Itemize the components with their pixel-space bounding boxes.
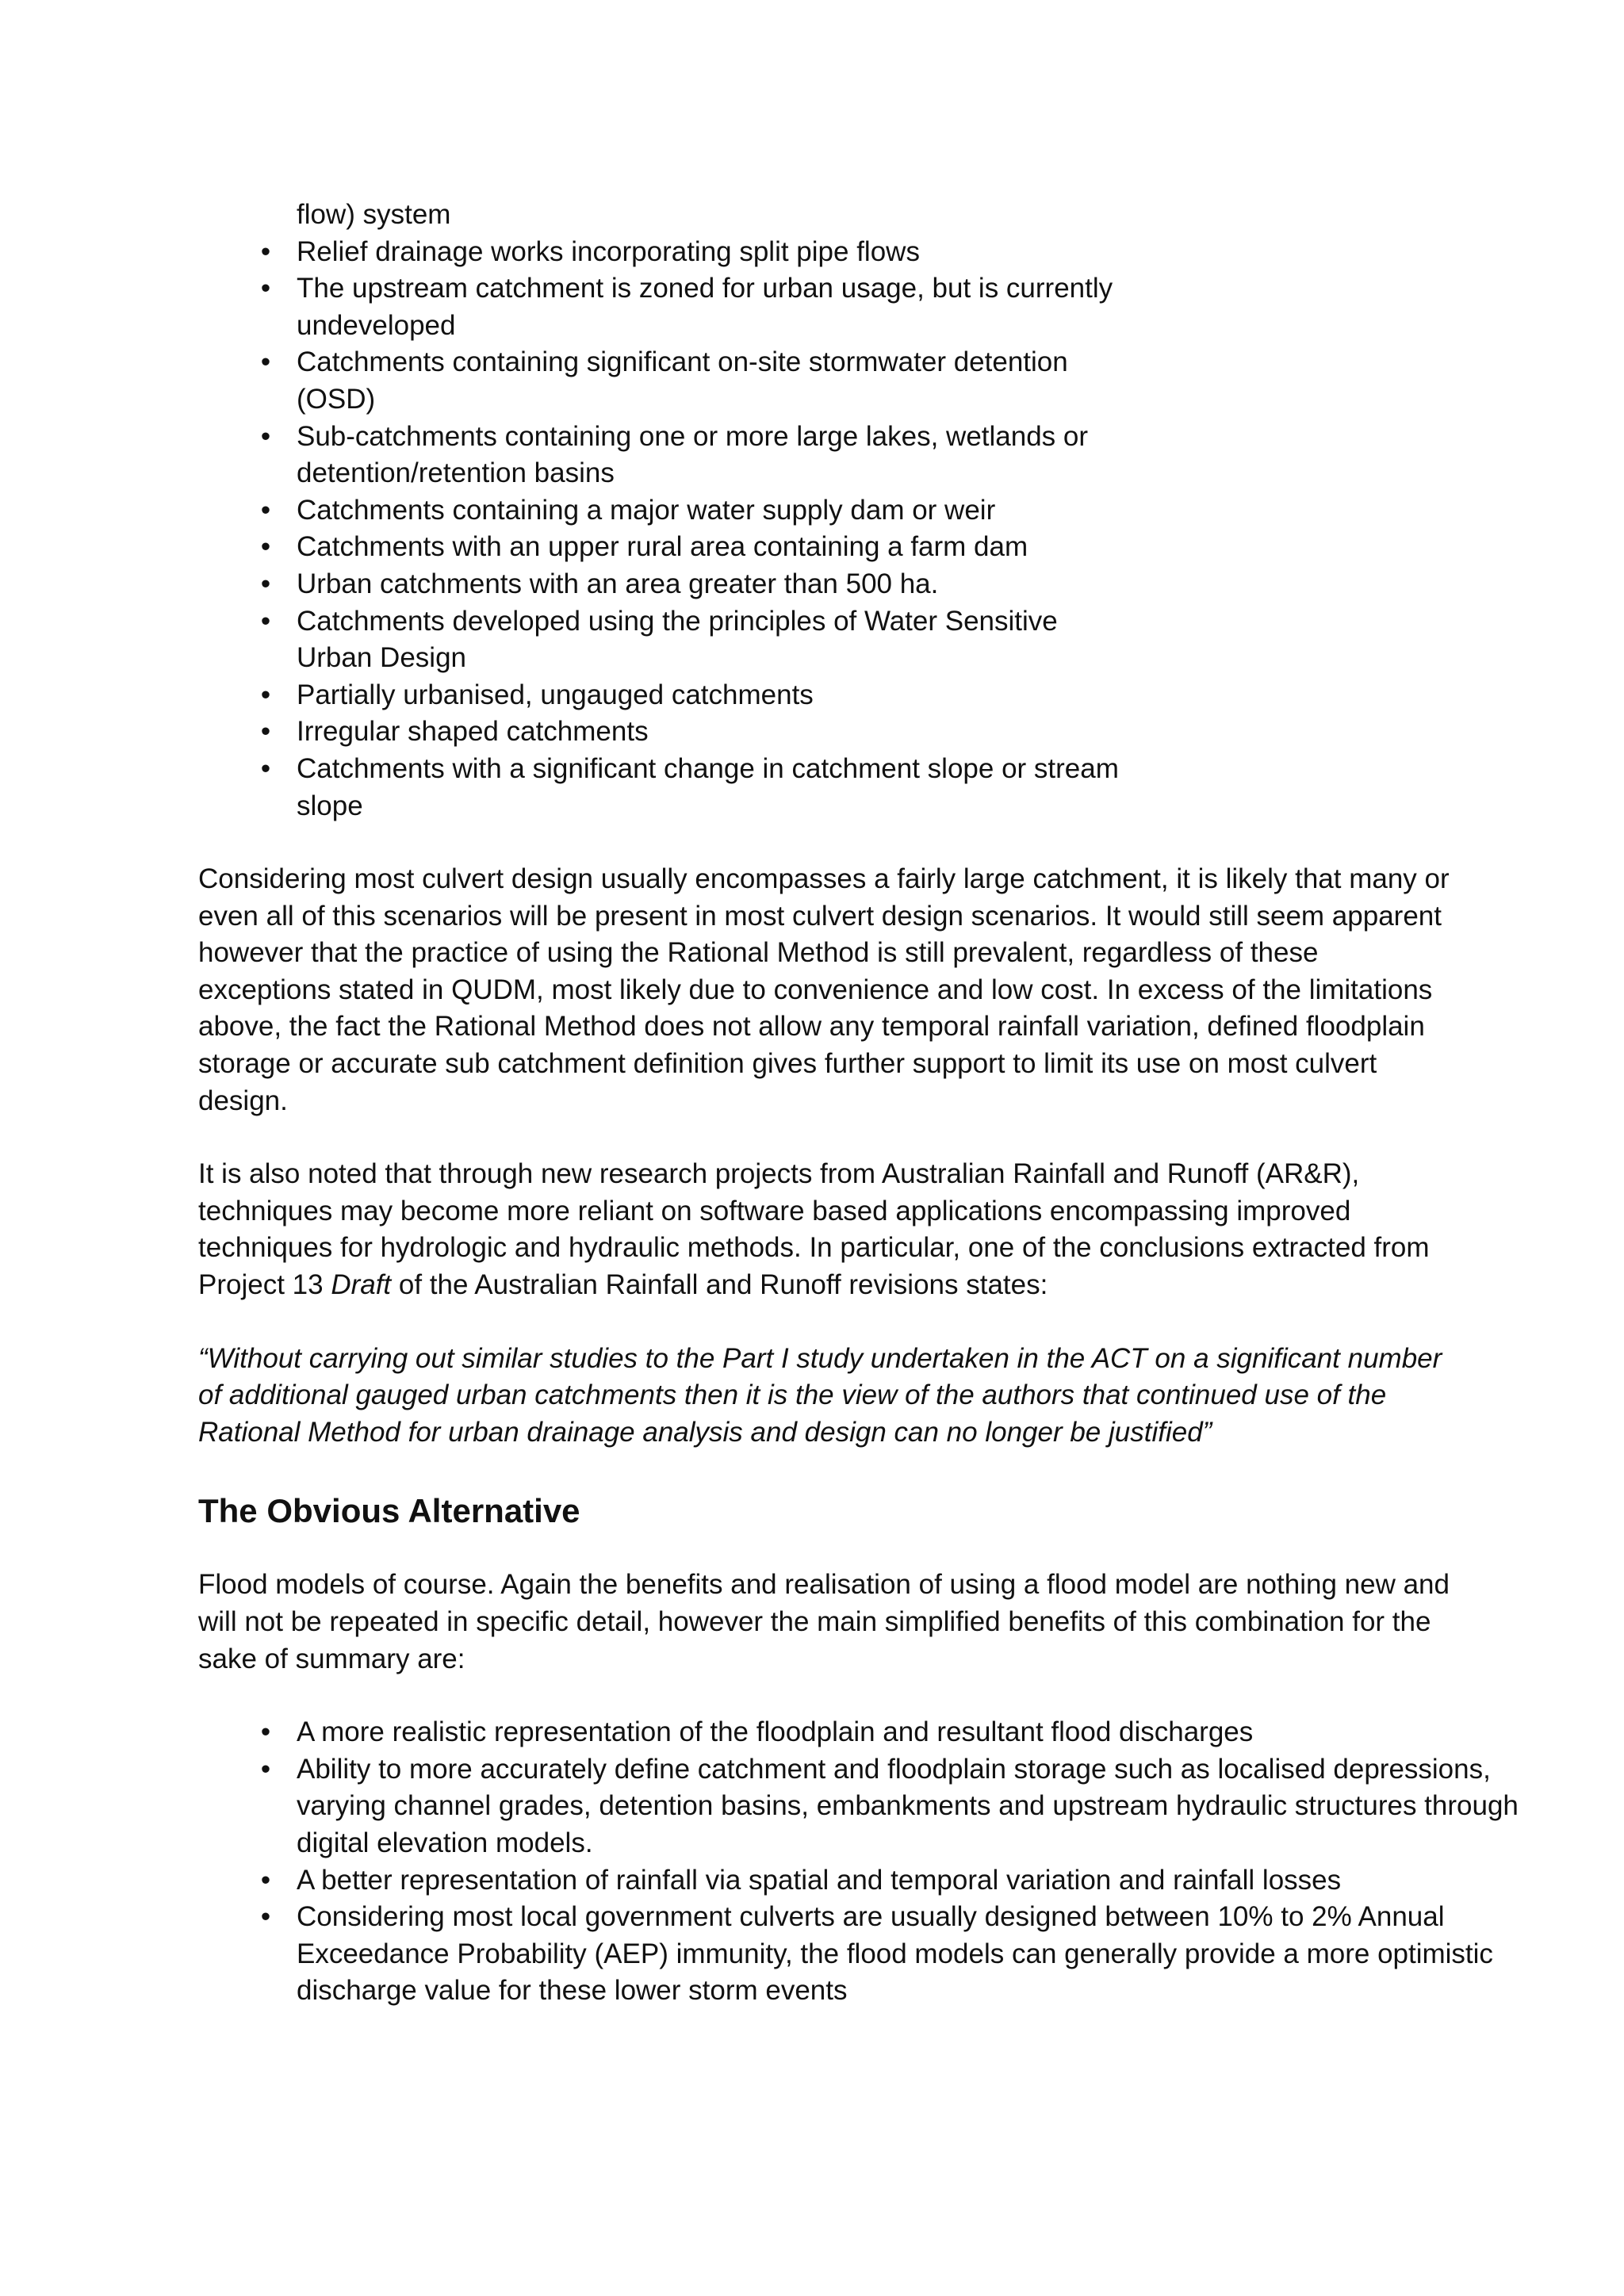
paragraph-text-before: It is also noted that through new research projects from Australian Rainfall and Runoff (AR&R), techniques may become more reliant on software based applications encompassing improved techniques for hydrologic and hydraulic methods. In particular, one of the conclusions extracted from Project 13 [198, 1158, 1430, 1301]
list-item-text: Sub-catchments containing one or more large lakes, wetlands or detention/retention basins [297, 420, 1089, 489]
paragraph-spacer [198, 1304, 1451, 1341]
bullet-icon: • [260, 1901, 271, 1933]
list-item [260, 1862, 1549, 1900]
list-item [260, 270, 1137, 344]
list-item [260, 419, 1137, 492]
list-item-text: Catchments developed using the principles of Water Sensitive Urban Design [297, 605, 1058, 674]
list-item [260, 529, 1137, 566]
list-item [260, 714, 1137, 751]
list-item [260, 492, 1137, 530]
list-item-text: The upstream catchment is zoned for urban usage, but is currently undeveloped [297, 273, 1113, 341]
list-item [260, 1899, 1549, 2010]
list-item-text: Catchments with a significant change in catchment slope or stream slope [297, 752, 1119, 821]
paragraph-italic-draft: Draft [331, 1269, 392, 1301]
bullet-icon: • [260, 346, 271, 378]
paragraph-text-after: of the Australian Rainfall and Runoff revisions states: [391, 1269, 1048, 1301]
list-item-text: Irregular shaped catchments [297, 716, 649, 748]
list-item-text: Catchments containing a major water supply dam or weir [297, 494, 996, 526]
list-item-text: Catchments containing significant on-site stormwater detention (OSD) [297, 346, 1068, 415]
list-item-text: A more realistic representation of the floodplain and resultant flood discharges [297, 1716, 1254, 1748]
bullet-icon: • [260, 752, 271, 784]
paragraph-arr-research [198, 1156, 1451, 1303]
bullet-icon: • [260, 1753, 271, 1785]
bullet-icon: • [260, 605, 271, 637]
list-item-text: Catchments with an upper rural area containing a farm dam [297, 531, 1028, 563]
list-item-text: Partially urbanised, ungauged catchments [297, 679, 814, 710]
bullet-icon: • [260, 531, 271, 563]
list-item-text: Urban catchments with an area greater than 500 ha. [297, 568, 939, 599]
paragraph-flood-models: Flood models of course. Again the benefits and realisation of using a flood model are nothing new and will not be repeated in specific detail, however the main simplified benefits of this combination for the sake of summary are: [198, 1569, 1450, 1674]
paragraph-culvert-design: Considering most culvert design usually encompasses a fairly large catchment, it is likely that many or even all of this scenarios will be present in most culvert design scenarios. It would still seem apparent however that the practice of using the Rational Method is still prevalent, regardless of these exceptions stated in QUDM, most likely due to convenience and low cost. In excess of the limitations above, the fact the Rational Method does not allow any temporal rainfall variation, defined floodplain storage or accurate sub catchment definition gives further support to limit its use on most culvert design. [198, 863, 1450, 1116]
section-heading: The Obvious Alternative [198, 1492, 580, 1530]
bullet-icon: • [260, 494, 271, 526]
bullet-icon: • [260, 679, 271, 710]
heading-spacer [198, 1532, 1451, 1567]
list-item [260, 344, 1137, 418]
paragraph-spacer [198, 1119, 1451, 1156]
list-item-text: Relief drainage works incorporating split pipe flows [297, 235, 920, 267]
bullet-icon: • [260, 420, 271, 452]
paragraph-spacer [198, 825, 1451, 861]
list-item [260, 1714, 1549, 1751]
list-item-text: Considering most local government culverts are usually designed between 10% to 2% Annual Exceedance Probability (AEP) immunity, the flood models can generally provide a more optimistic discharge value for these lower storm events [297, 1901, 1493, 2007]
list-item [260, 603, 1137, 677]
bullet-icon: • [260, 1716, 271, 1748]
list-continuation-text: flow) system [297, 199, 451, 230]
list-item [260, 234, 1137, 271]
bullet-icon: • [260, 235, 271, 267]
bullet-icon: • [260, 273, 271, 304]
limitations-bullet-list [198, 234, 1137, 825]
bullet-icon: • [260, 568, 271, 599]
block-quote: “Without carrying out similar studies to the Part I study undertaken in the ACT on a significant number of additional gauged urban catchments then it is the view of the authors that continued use of the Rational Method for urban drainage analysis and design can no longer be justified” [198, 1342, 1442, 1448]
benefits-bullet-list [198, 1714, 1549, 2010]
list-item [260, 751, 1137, 825]
paragraph-spacer [198, 1678, 1451, 1714]
list-item-text: A better representation of rainfall via spatial and temporal variation and rainfall losses [297, 1864, 1342, 1896]
heading-spacer [198, 1451, 1451, 1490]
list-item [260, 1751, 1549, 1862]
bullet-icon: • [260, 716, 271, 748]
bullet-icon: • [260, 1864, 271, 1896]
list-item [260, 566, 1137, 603]
page-content [198, 197, 1519, 2010]
list-item-text: Ability to more accurately define catchment and floodplain storage such as localised depressions, varying channel grades, detention basins, embankments and upstream hydraulic structures through digital elevation models. [297, 1753, 1519, 1858]
list-item [260, 677, 1137, 714]
